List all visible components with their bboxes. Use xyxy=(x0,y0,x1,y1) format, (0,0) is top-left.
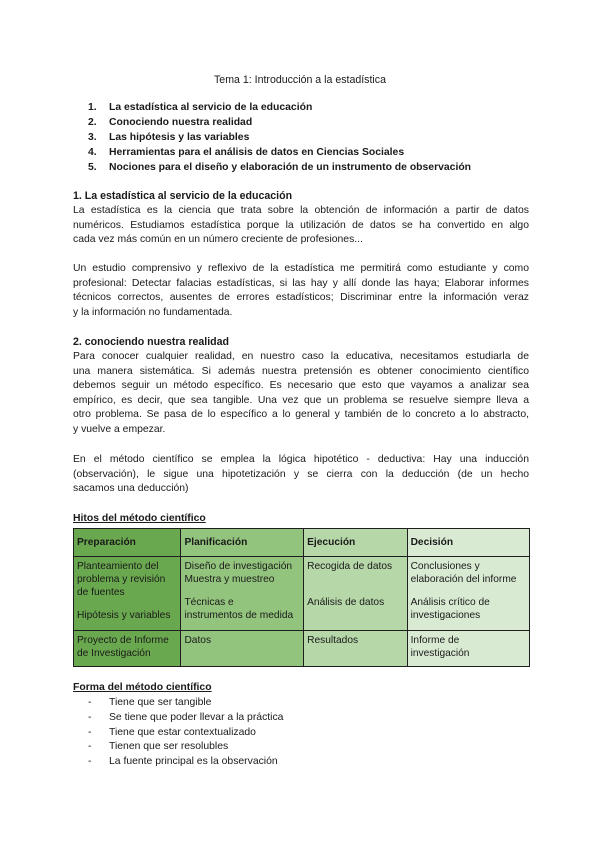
section1-heading: 1. La estadística al servicio de la educación xyxy=(73,190,293,202)
page-title: Tema 1: Introducción a la estadística xyxy=(214,74,386,86)
section2-paragraph-1: Para conocer cualquier realidad, en nuestro caso la educativa, necesitamos estudiarla de una manera sistemática. Si además nuestra pretensión es obtener conocimiento científico debemos seguir un método específico. Es necesario que esto que vayamos a analizar sea empírico, es decir, que sea tangible. Una vez que un problema se resuelve siempre lleva a otro problema. Se pasa de lo específico a lo general y también de lo concreto a lo abstracto, y vuelve a empezar. xyxy=(73,351,529,435)
list-item: - Tiene que ser tangible xyxy=(88,697,212,708)
toc-item: 2. Conociendo nuestra realidad xyxy=(88,117,253,128)
header-planificacion: Planificación xyxy=(181,529,304,557)
section1-paragraph-2: Un estudio comprensivo y reflexivo de la estadística me permitirá como estudiante y como profesional: Detectar falacias estadísticas, si las hay y allí donde las haya; Elaborar informes técnicos correctos, ausentes de errores estadísticos; Discriminar entre la información veraz y la información no fundamentada. xyxy=(73,263,529,318)
section2-paragraph-2: En el método científico se emplea la lógica hipotético - deductiva: Hay una inducción (observación), le sigue una hipotetización y se cierra con la deducción (de un hecho sacamos una deducción) xyxy=(73,454,529,495)
list-item: - Se tiene que poder llevar a la práctica xyxy=(88,711,284,723)
header-preparacion: Preparación xyxy=(74,529,181,557)
forma-list xyxy=(88,696,283,770)
section2-heading: 2. conociendo nuestra realidad xyxy=(73,336,230,348)
table-header-row xyxy=(74,529,530,557)
cell-planificacion: Diseño de investigación Muestra y muestreo Técnicas e instrumentos de medida xyxy=(181,557,304,631)
table-row xyxy=(74,631,530,667)
cell-preparacion-result: Proyecto de Informe de Investigación xyxy=(74,631,181,667)
list-item: - Tienen que ser resolubles xyxy=(88,741,229,753)
cell-ejecucion: Recogida de datos Análisis de datos xyxy=(304,557,407,631)
cell-decision-result: Informe de investigación xyxy=(407,631,529,667)
hitos-heading: Hitos del método científico xyxy=(73,513,206,524)
header-ejecucion: Ejecución xyxy=(304,529,407,557)
table-row xyxy=(74,557,530,631)
section1-paragraph-1: La estadística es la ciencia que trata sobre la obtención de información a partir de datos numéricos. Estudiamos estadística porque la utilización de datos se ha convertido en algo cada vez más común en un número creciente de profesiones... xyxy=(73,205,529,246)
cell-preparacion: Planteamiento del problema y revisión de fuentes Hipótesis y variables xyxy=(74,557,181,631)
list-item: - La fuente principal es la observación xyxy=(88,756,278,768)
toc-item: 1. La estadística al servicio de la educación xyxy=(88,102,313,113)
hitos-table xyxy=(73,528,530,667)
table-of-contents xyxy=(88,100,471,175)
forma-heading: Forma del método científico xyxy=(73,682,212,693)
toc-item: 5. Nociones para el diseño y elaboración de un instrumento de observación xyxy=(88,162,472,173)
list-item: - Tiene que estar contextualizado xyxy=(88,726,256,738)
cell-decision: Conclusiones y elaboración del informe Análisis crítico de investigaciones xyxy=(407,557,529,631)
toc-item: 4. Herramientas para el análisis de datos en Ciencias Sociales xyxy=(88,147,405,158)
toc-item: 3. Las hipótesis y las variables xyxy=(88,132,250,143)
cell-planificacion-result: Datos xyxy=(181,631,304,667)
cell-ejecucion-result: Resultados xyxy=(304,631,407,667)
header-decision: Decisión xyxy=(407,529,529,557)
